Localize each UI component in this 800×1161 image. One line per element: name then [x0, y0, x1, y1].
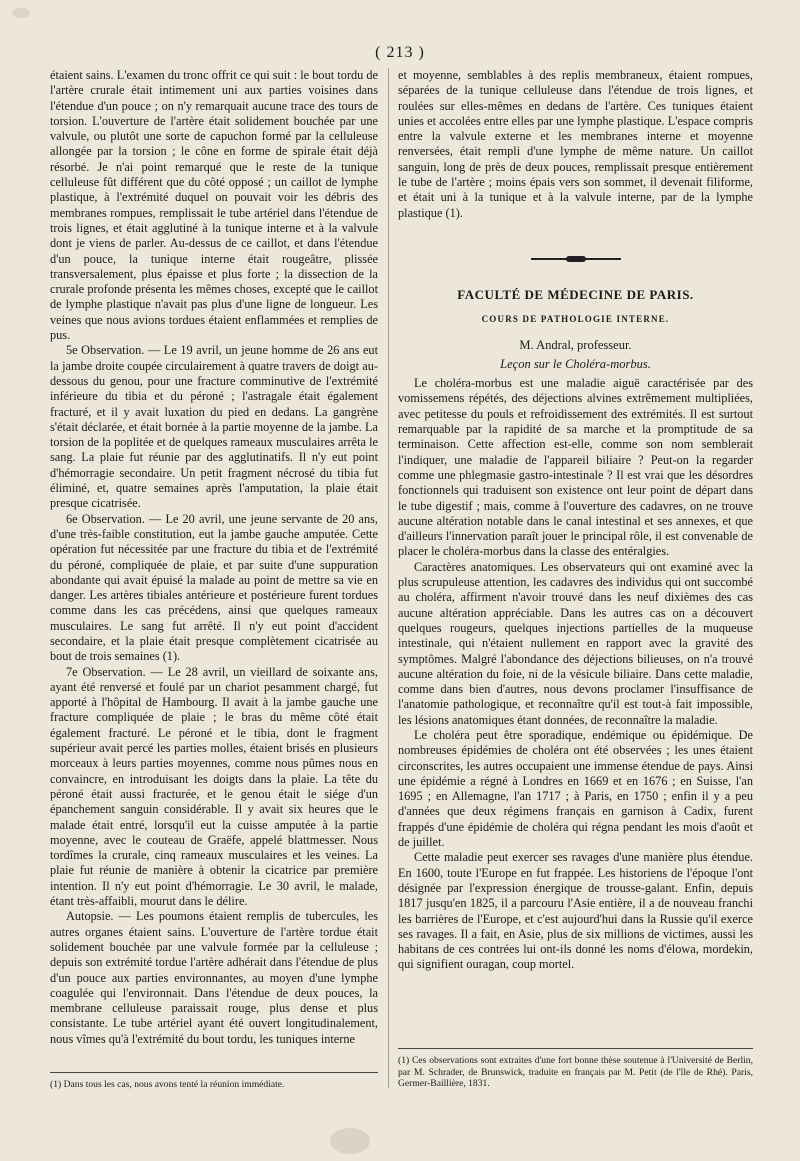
paragraph: 6e Observation. — Le 20 avril, une jeune servante de 20 ans, d'une très-faible constitution, eut la jambe gauche amputée. Cette opération fut nécessitée par une fracture du tibia et de l'extrémité du péroné, compliquée de plaie, et par suite d'une suppuration abondante qui avait épuisé la malade au point de mettre sa vie en danger. Les artères tibiales antérieure et postérieure furent tordues comme dans les cas précédens, ainsi que quelques rameaux musculaires. Le sang fut arrêté. Il n'y eut point d'accident secondaire, et la plaie était presque complètement cicatrisée au bout de trois semaines (1). [50, 511, 378, 664]
left-footnote-area [50, 1064, 378, 1091]
paragraph: Cette maladie peut exercer ses ravages d'une manière plus étendue. En 1600, toute l'Europe en fut frappée. Les historiens de l'époque l'ont désignée par l'expression énergique de trousse-galant. Enfin, depuis 1817 jusqu'en 1825, il a parcouru l'Asie entière, il a de nouveau franchi les barrières de l'Europe, et c'est aujourd'hui dans la Russie qu'il exerce ses ravages. Il a fait, en Asie, plus de six millions de victimes, aussi les habitans de ces contrées lui ont-ils donné les noms d'élowa, mordekin, qui signifient ouragan, coup mortel. [398, 850, 753, 972]
right-footnote-area [398, 1040, 753, 1090]
paragraph: étaient sains. L'examen du tronc offrit ce qui suit : le bout tordu de l'artère crurale était intimement uni aux parties voisines dans l'étendue d'un pouce ; on n'y remarquait aucune trace des tours de torsion. L'ouverture de l'artère était solidement bouchée par une valvule, ou plutôt une sorte de capuchon formé par la celluleuse allongée par la torsion ; le cône en forme de spirale était déjà résorbé. Je n'ai point remarqué que le reste de la tunique celluleuse fût différent que du côté opposé ; un caillot de lymphe plastique, à l'extrémité duquel on pouvait voir les débris des membranes rompues, remplissait le tube artériel dans l'étendue de trois lignes, et était agglutiné à la tunique interne et à la valvule dont je viens de parler. Au-dessus de ce caillot, et dans l'étendue d'un pouce, la tunique interne était rougeâtre, plissée transversalement, plus épaisse et plus forte ; la dissection de la crurale profonde présenta les mêmes choses, excepté que le caillot de lymphe plastique n'avait pas plus d'une ligne de longueur. Les veines que nous avions tordues étaient enflammées et remplies de pus. [50, 68, 378, 343]
left-column [50, 68, 378, 1047]
paragraph: Le choléra-morbus est une maladie aiguë caractérisée par des vomissemens répétés, des déjections alvines extrêmement multipliées, avec petitesse du pouls et refroidissement des extrémités. Il est surtout remarquable par la rapidité de sa marche et la promptitude de sa terminaison. Cette affection est-elle, comme son nom semblerait l'indiquer, une maladie de l'appareil biliaire ? Peut-on la regarder comme une phlegmasie gastro-intestinale ? Il est vrai que les désordres fonctionnels qui traduisent son existence ont leur point de départ dans le tube digestif ; mais, comme à l'ouverture des cadavres, on ne trouve aucune altération notable dans le canal intestinal et ses annexes, et que d'ailleurs l'innervation paraît jouer le principal rôle, il est convenable de placer le choléra-morbus dans la classe des entéralgies. [398, 376, 753, 559]
paragraph: Le choléra peut être sporadique, endémique ou épidémique. De nombreuses épidémies de choléra ont été observées ; les unes étaient circonscrites, les autres occupaient une immense étendue de pays. Ainsi une épidémie a régné à Londres en 1669 et en 1676 ; en Suisse, l'an 1695 ; en Allemagne, l'an 1717 ; à Paris, en 1750 ; enfin il y a peu d'années que deux régimens français en garnison à Cadix, furent frappés d'une épidémie de choléra qui régna pendant les mois d'août et de juillet. [398, 727, 753, 850]
right-column [398, 68, 753, 973]
section-heading: FACULTÉ DE MÉDECINE DE PARIS. [457, 286, 694, 302]
paper-stain [12, 8, 30, 18]
footnote: (1) Dans tous les cas, nous avons tenté la réunion immédiate. [50, 1072, 378, 1091]
ornament-divider [531, 255, 621, 263]
paragraph: 5e Observation. — Le 19 avril, un jeune homme de 26 ans eut la jambe droite coupée circulairement à quatre travers de doigt au-dessous du genou, pour une fracture comminutive de l'extrémité inférieure du tibia et du péroné ; l'astragale était également fracturé, et il y avait luxation du pied en dedans. La gangrène s'était déclarée, et était bornée à la partie moyenne de la jambe. La torsion de la poplitée et de quelques rameaux musculaires arrêta le sang. La plaie fut réunie par des agglutinatifs. Il n'y eut point d'hémorragie secondaire. Un petit fragment nécrosé du tibia fut éliminé, et, quatre semaines après l'amputation, la plaie était presque cicatrisée. [50, 343, 378, 511]
professor-name: M. Andral, professeur. [519, 337, 632, 352]
lecture-title: Leçon sur le Choléra-morbus. [500, 356, 651, 371]
page-number: ( 213 ) [375, 44, 425, 61]
footnote: (1) Ces observations sont extraites d'une fort bonne thèse soutenue à l'Université de Berlin, par M. Schrader, de Brunswick, traduite en français par M. Petit (de l'île de Rhé). Paris, Germer-Baillière, 1831. [398, 1048, 753, 1090]
paragraph: 7e Observation. — Le 28 avril, un vieillard de soixante ans, ayant été renversé et foulé par un chariot pesamment chargé, fut apporté à l'hôpital de Hambourg. Il avait à la jambe gauche une fracture compliquée de plaie ; le bras du même côté était également fracturé. Le péroné et le tibia, dont le fragment supérieur avait percé les parties molles, étaient brisés en plusieurs morceaux à leurs parties moyennes, comme nous pûmes nous en convaincre, en introduisant les doigts dans la plaie. La tête du péroné était aussi fracturée, et le genou était le siége d'un épanchement sanguin considérable. Il y avait six heures que le malade était entré, lorsqu'il eut la cuisse amputée à la partie moyenne, avec le couteau de Graëfe, appelé blattmesser. Nous tordîmes la crurale, cinq rameaux musculaires et les veines. La plaie fut réunie de manière à obtenir la cicatrice par première intention. Il n'y eut point d'hémorragie. Le 30 avril, le malade, étant très-affaibli, mourut dans le délire. [50, 664, 378, 909]
course-title: COURS DE PATHOLOGIE INTERNE. [481, 314, 670, 325]
paragraph: Autopsie. — Les poumons étaient remplis de tubercules, les autres organes étaient sains. L'ouverture de l'artère tordue était solidement bouchée par une valvule formée par la celluleuse ; depuis son extrémité tordue l'artère adhérait dans l'étendue de plus d'un pouce aux parties environnantes, au moyen d'une lymphe coagulée qui l'environnait. Dans l'étendue de deux pouces, la membrane celluleuse paraissait rouge, plus dense et plus consistante. Le tube artériel ayant été ouvert longitudinalement, nous vîmes qu'à l'extrémité du bout tordu, les tuniques interne [50, 909, 378, 1046]
paragraph: Caractères anatomiques. Les observateurs qui ont examiné avec la plus scrupuleuse attention, les cadavres des individus qui ont succombé au choléra, affirment n'avoir trouvé dans les neuf dixièmes des cas aucune altération appréciable. Dans les autres cas on a découvert quelques rougeurs, quelques injections partielles de la muqueuse intestinale, qui n'étaient nullement en rapport avec la gravité des symptômes. Malgré l'abondance des déjections bilieuses, on n'a trouvé aucune altération du foie, ni de la vésicule biliaire. Dans cette maladie, comme dans bien d'autres, nous devons proclamer l'insuffisance de l'anatomie pathologique, et reconnaître qu'il est tout-à fait impossible, les lésions anatomiques étant données, de reconnaître la maladie. [398, 559, 753, 727]
column-divider [388, 68, 389, 1088]
paragraph: et moyenne, semblables à des replis membraneux, étaient rompues, séparées de la tunique celluleuse dans l'étendue de trois lignes, et roulées sur elles-mêmes en dedans de l'artère. Ces tuniques étaient unies et accolées entre elles par une lymphe plastique. L'espace compris entre la valvule externe et les membranes interne et moyenne renversées, était rempli d'une lymphe de même nature. Un caillot sanguin, long de près de deux pouces, remplissait presque entièrement le tube de l'artère ; moins épais vers son sommet, il devenait filiforme, et était uni à la tunique et à la valvule interne, par de la lymphe plastique (1). [398, 68, 753, 220]
paper-stain [330, 1128, 370, 1154]
